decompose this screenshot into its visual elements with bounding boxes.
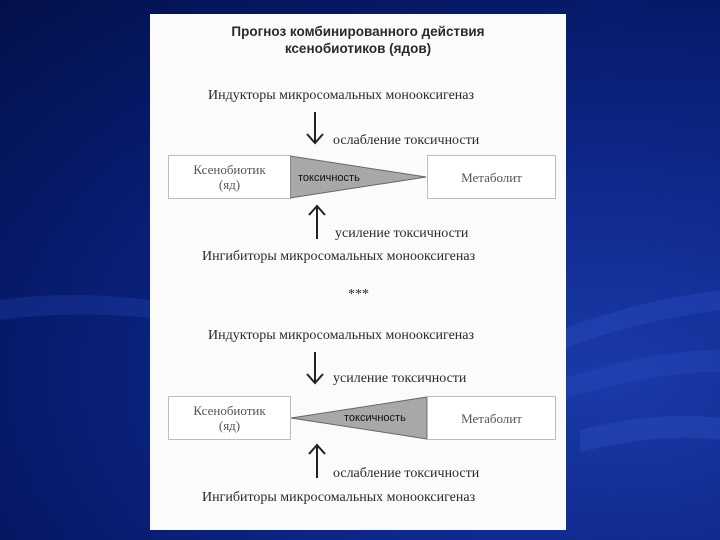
s2-metabolite-box <box>427 396 556 440</box>
s1-inductors-label: Индукторы микросомальных монооксигеназ <box>208 88 475 103</box>
s2-down-arrow-icon <box>305 350 325 386</box>
s2-poison-label: (яд) <box>218 418 241 433</box>
s2-xenobiotic-label: Ксенобиотик <box>193 403 266 418</box>
s2-up-arrow-icon <box>307 442 327 480</box>
slide-title-line-1: Прогноз комбинированного действия <box>231 24 485 39</box>
s1-metabolite-box <box>427 155 556 199</box>
s1-inhibitors-label: Ингибиторы микросомальных монооксигеназ <box>202 249 476 264</box>
s1-xenobiotic-label: Ксенобиотик <box>193 162 266 177</box>
section-separator: *** <box>348 287 369 302</box>
s1-metabolite-label: Метаболит <box>461 169 522 185</box>
s1-toxicity-label: токсичность <box>298 172 360 184</box>
s2-toxicity-label: токсичность <box>344 412 406 424</box>
s2-bottom-effect-label: ослабление токсичности <box>333 466 480 481</box>
s1-bottom-effect-label: усиление токсичности <box>335 226 469 241</box>
s2-inductors-label: Индукторы микросомальных монооксигеназ <box>208 328 475 343</box>
s1-top-effect-label: ослабление токсичности <box>333 133 480 148</box>
slide-panel <box>150 14 566 530</box>
s1-down-arrow-icon <box>305 110 325 146</box>
slide-title-line-2: ксенобиотиков (ядов) <box>284 41 432 56</box>
s2-metabolite-label: Метаболит <box>461 410 522 426</box>
s1-xenobiotic-box <box>168 155 291 199</box>
s1-up-arrow-icon <box>307 203 327 241</box>
s2-inhibitors-label: Ингибиторы микросомальных монооксигеназ <box>202 490 476 505</box>
s2-xenobiotic-box <box>168 396 291 440</box>
s1-poison-label: (яд) <box>218 177 241 192</box>
s2-top-effect-label: усиление токсичности <box>333 371 467 386</box>
